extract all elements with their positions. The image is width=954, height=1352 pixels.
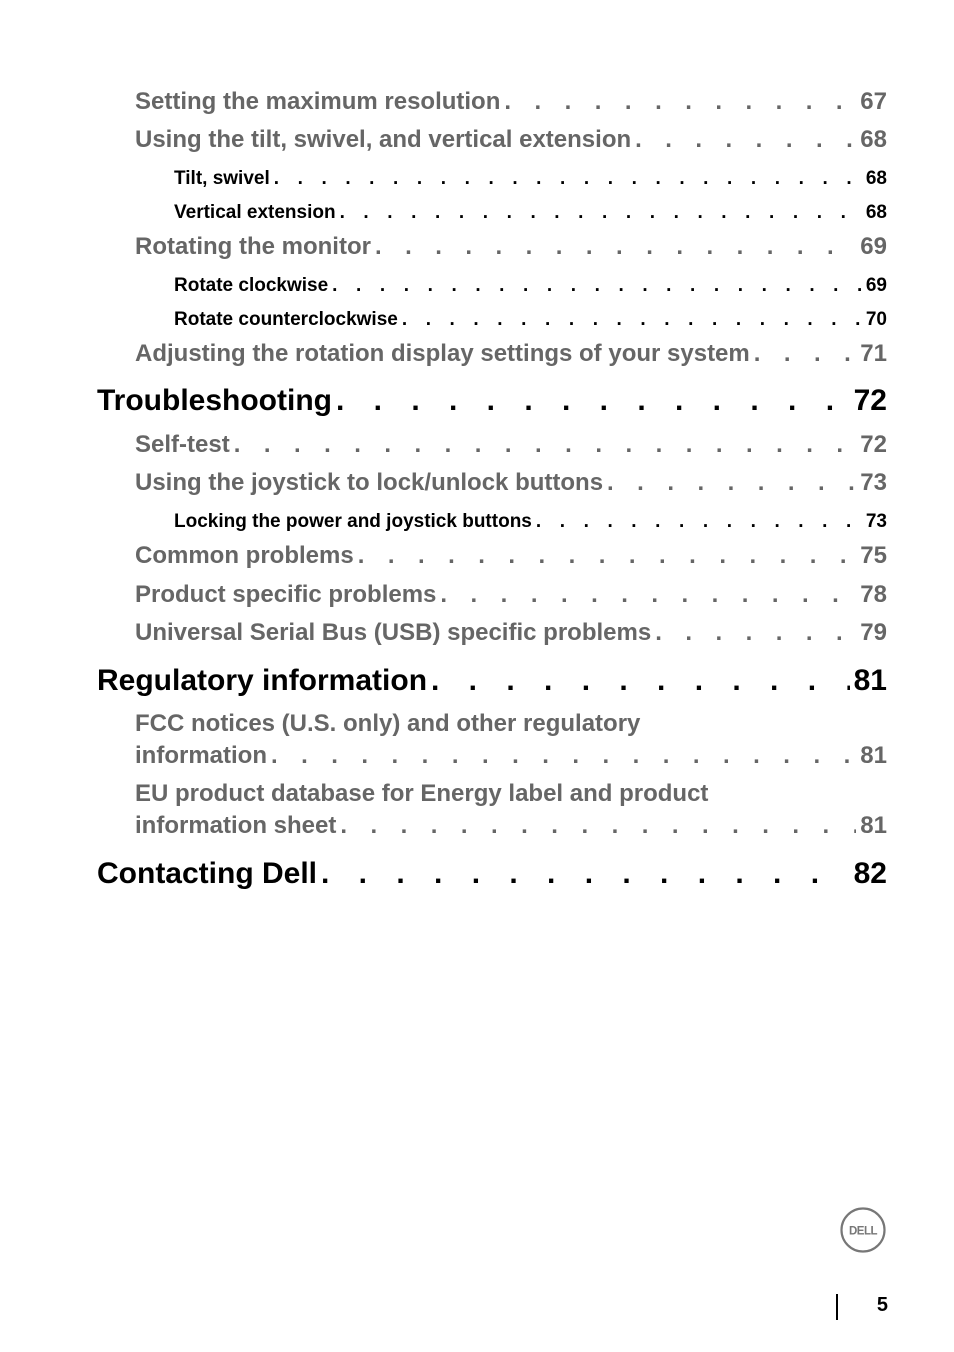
toc-entry[interactable]: [135, 126, 887, 154]
toc-entry[interactable]: [135, 542, 887, 570]
toc-entry-page: 72: [860, 431, 887, 458]
toc-entry-label: Universal Serial Bus (USB) specific problems: [135, 619, 652, 646]
toc-leader-dots: [402, 309, 862, 331]
toc-entry-page: 73: [860, 469, 887, 496]
toc-entry[interactable]: [135, 233, 887, 261]
footer-divider: [836, 1294, 838, 1320]
toc-entry-label: Setting the maximum resolution: [135, 88, 501, 115]
toc-subentry[interactable]: [174, 202, 887, 224]
toc-leader-dots: [504, 88, 856, 116]
toc-leader-dots: [536, 511, 862, 533]
toc-subentry[interactable]: [174, 309, 887, 331]
toc-entry-label: Rotating the monitor: [135, 233, 371, 260]
toc-entry-page: 69: [860, 233, 887, 260]
toc-entry-label: Using the tilt, swivel, and vertical extension: [135, 126, 632, 153]
toc-entry[interactable]: [135, 812, 887, 840]
toc-leader-dots: [336, 384, 850, 418]
toc-entry-label: Adjusting the rotation display settings of your system: [135, 340, 750, 367]
toc-leader-dots: [440, 581, 856, 609]
toc-leader-dots: [332, 275, 862, 297]
toc-entry[interactable]: [135, 581, 887, 609]
toc-entry-label: Rotate counterclockwise: [174, 309, 398, 330]
toc-subentry[interactable]: [174, 511, 887, 533]
toc-entry[interactable]: [135, 742, 887, 770]
toc-chapter[interactable]: [97, 857, 887, 891]
toc-leader-dots: [274, 168, 862, 190]
toc-chapter-label: Regulatory information: [97, 664, 428, 697]
toc-leader-dots: [234, 431, 857, 459]
toc-entry-page: 68: [865, 168, 887, 189]
toc-leader-dots: [431, 664, 850, 698]
toc-entry[interactable]: [135, 340, 887, 368]
toc-entry-page: 70: [865, 309, 887, 330]
toc-leader-dots: [358, 542, 857, 570]
toc-entry-page: 69: [865, 275, 887, 296]
toc-entry-label: Product specific problems: [135, 581, 437, 608]
toc-entry-page: 73: [865, 511, 887, 532]
toc-leader-dots: [607, 469, 856, 497]
toc-chapter-label: Troubleshooting: [97, 384, 332, 417]
dell-logo-text: DELL: [848, 1225, 878, 1238]
toc-chapter-label: Contacting Dell: [97, 857, 318, 890]
toc-entry-page: 81: [860, 812, 887, 839]
toc-subentry[interactable]: [174, 168, 887, 190]
toc-entry-page: 67: [860, 88, 887, 115]
toc-entry-page: 79: [860, 619, 887, 646]
toc-entry-label: Rotate clockwise: [174, 275, 329, 296]
toc-entry[interactable]: [135, 619, 887, 647]
toc-entry[interactable]: [135, 431, 887, 459]
toc-entry-label: Vertical extension: [174, 202, 336, 223]
toc-leader-dots: [340, 202, 862, 224]
toc-entry[interactable]: [135, 469, 887, 497]
toc-entry-page: 78: [860, 581, 887, 608]
toc-leader-dots: [754, 340, 857, 368]
toc-chapter[interactable]: [97, 384, 887, 418]
toc-chapter[interactable]: [97, 664, 887, 698]
dell-logo: [840, 1207, 886, 1253]
toc-entry-page: 71: [860, 340, 887, 367]
toc-entry-page: 68: [865, 202, 887, 223]
toc-leader-dots: [321, 857, 850, 891]
toc-leader-dots: [340, 812, 856, 840]
toc-entry-label-line1[interactable]: EU product database for Energy label and product: [135, 780, 709, 807]
toc-entry-page: 81: [860, 742, 887, 769]
toc-leader-dots: [635, 126, 856, 154]
toc-subentry[interactable]: [174, 275, 887, 297]
toc-entry-label: Common problems: [135, 542, 354, 569]
toc-entry-page: 72: [853, 384, 887, 417]
toc-entry-label: information: [135, 742, 267, 769]
toc-entry-label: Using the joystick to lock/unlock buttons: [135, 469, 604, 496]
toc-entry-label: Tilt, swivel: [174, 168, 270, 189]
toc-entry-page: 81: [853, 664, 887, 697]
toc-entry-label: Self-test: [135, 431, 230, 458]
toc-leader-dots: [271, 742, 856, 770]
page-number: 5: [876, 1294, 888, 1316]
toc-entry-page: 82: [853, 857, 887, 890]
toc-leader-dots: [375, 233, 856, 261]
toc-entry[interactable]: [135, 88, 887, 116]
toc-leader-dots: [655, 619, 856, 647]
toc-entry-label-line1[interactable]: FCC notices (U.S. only) and other regulatory: [135, 710, 641, 737]
toc-entry-page: 68: [860, 126, 887, 153]
toc-entry-page: 75: [860, 542, 887, 569]
toc-entry-label: information sheet: [135, 812, 337, 839]
toc-entry-label: Locking the power and joystick buttons: [174, 511, 532, 532]
